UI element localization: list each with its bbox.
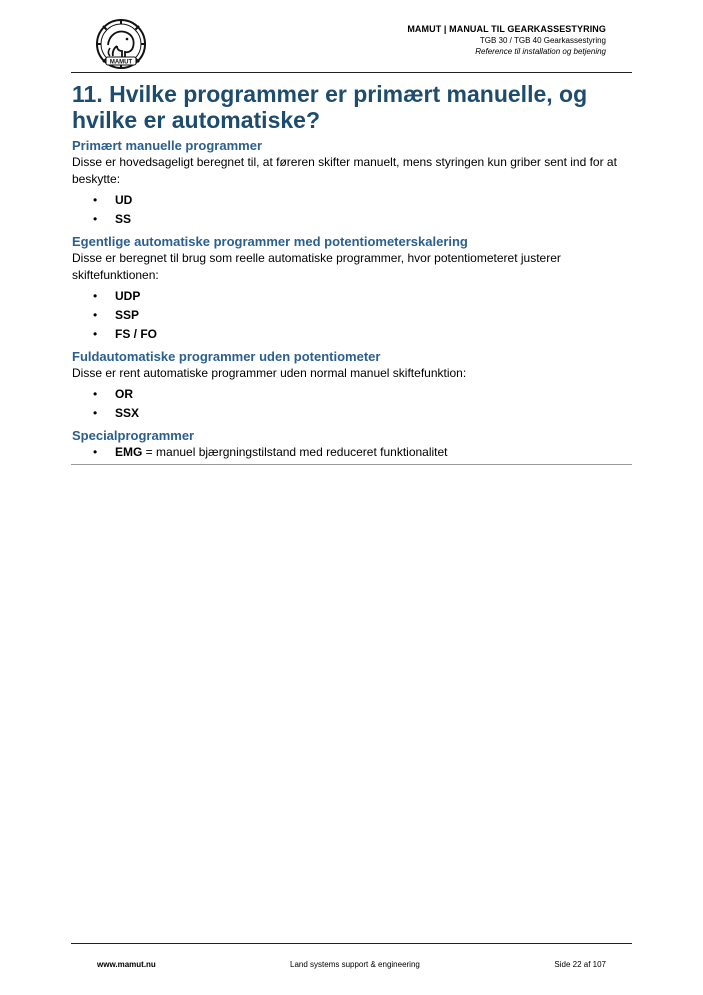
program-code: SSP	[115, 308, 140, 322]
list-item	[72, 443, 632, 462]
bullet-icon: •	[93, 406, 98, 420]
section-text-fully-automatic: Disse er rent automatiske programmer uden normal manuel skiftefunktion:	[72, 366, 467, 380]
header-reference: Reference til installation og betjening	[475, 47, 606, 56]
main-content	[72, 81, 632, 462]
program-code: EMG	[115, 445, 143, 459]
list-item	[72, 191, 632, 210]
bullet-icon: •	[93, 387, 98, 401]
page-title: 11. Hvilke programmer er primært manuelle, og hvilke er automatiske?	[72, 81, 588, 133]
program-code: SS	[115, 212, 132, 226]
section-divider	[71, 464, 632, 465]
footer-page-number: Side 22 af 107	[554, 960, 606, 969]
list-item	[72, 404, 632, 423]
program-list-special	[72, 443, 632, 462]
section-text-automatic: Disse er beregnet til brug som reelle automatiske programmer, hvor potentiometeret justerer skiftefunktionen:	[72, 251, 561, 282]
bullet-icon: •	[93, 445, 98, 459]
footer-tagline: Land systems support & engineering	[290, 960, 420, 969]
mamut-logo	[95, 18, 147, 70]
section-heading-automatic: Egentlige automatiske programmer med potentiometerskalering	[72, 234, 468, 249]
section-heading-fully-automatic: Fuldautomatiske programmer uden potentiometer	[72, 349, 381, 364]
footer-divider	[71, 943, 632, 944]
program-code: FS / FO	[115, 327, 157, 341]
section-text-manual: Disse er hovedsageligt beregnet til, at føreren skifter manuelt, mens styringen kun griber sent ind for at beskytte:	[72, 155, 617, 186]
program-code: UDP	[115, 289, 141, 303]
bullet-icon: •	[93, 308, 98, 322]
bullet-icon: •	[93, 212, 98, 226]
page-header	[407, 24, 606, 57]
footer-website: www.mamut.nu	[97, 960, 156, 969]
program-code: OR	[115, 387, 133, 401]
bullet-icon: •	[93, 289, 98, 303]
program-code: SSX	[115, 406, 140, 420]
header-subtitle: TGB 30 / TGB 40 Gearkassestyring	[479, 36, 606, 45]
list-item	[72, 325, 632, 344]
program-list-automatic	[72, 287, 632, 344]
header-company-line: MAMUT | MANUAL TIL GEARKASSESTYRING	[407, 24, 606, 34]
program-code: UD	[115, 193, 133, 207]
list-item	[72, 306, 632, 325]
header-divider	[71, 72, 632, 73]
section-heading-special: Specialprogrammer	[72, 428, 195, 443]
section-heading-manual: Primært manuelle programmer	[72, 138, 263, 153]
list-item	[72, 210, 632, 229]
logo-text: MAMUT	[109, 59, 133, 66]
program-list-manual	[72, 191, 632, 229]
bullet-icon: •	[93, 193, 98, 207]
program-list-fully-automatic	[72, 385, 632, 423]
bullet-icon: •	[93, 327, 98, 341]
program-description: = manuel bjærgningstilstand med reduceret funktionalitet	[142, 445, 448, 459]
list-item	[72, 287, 632, 306]
list-item	[72, 385, 632, 404]
